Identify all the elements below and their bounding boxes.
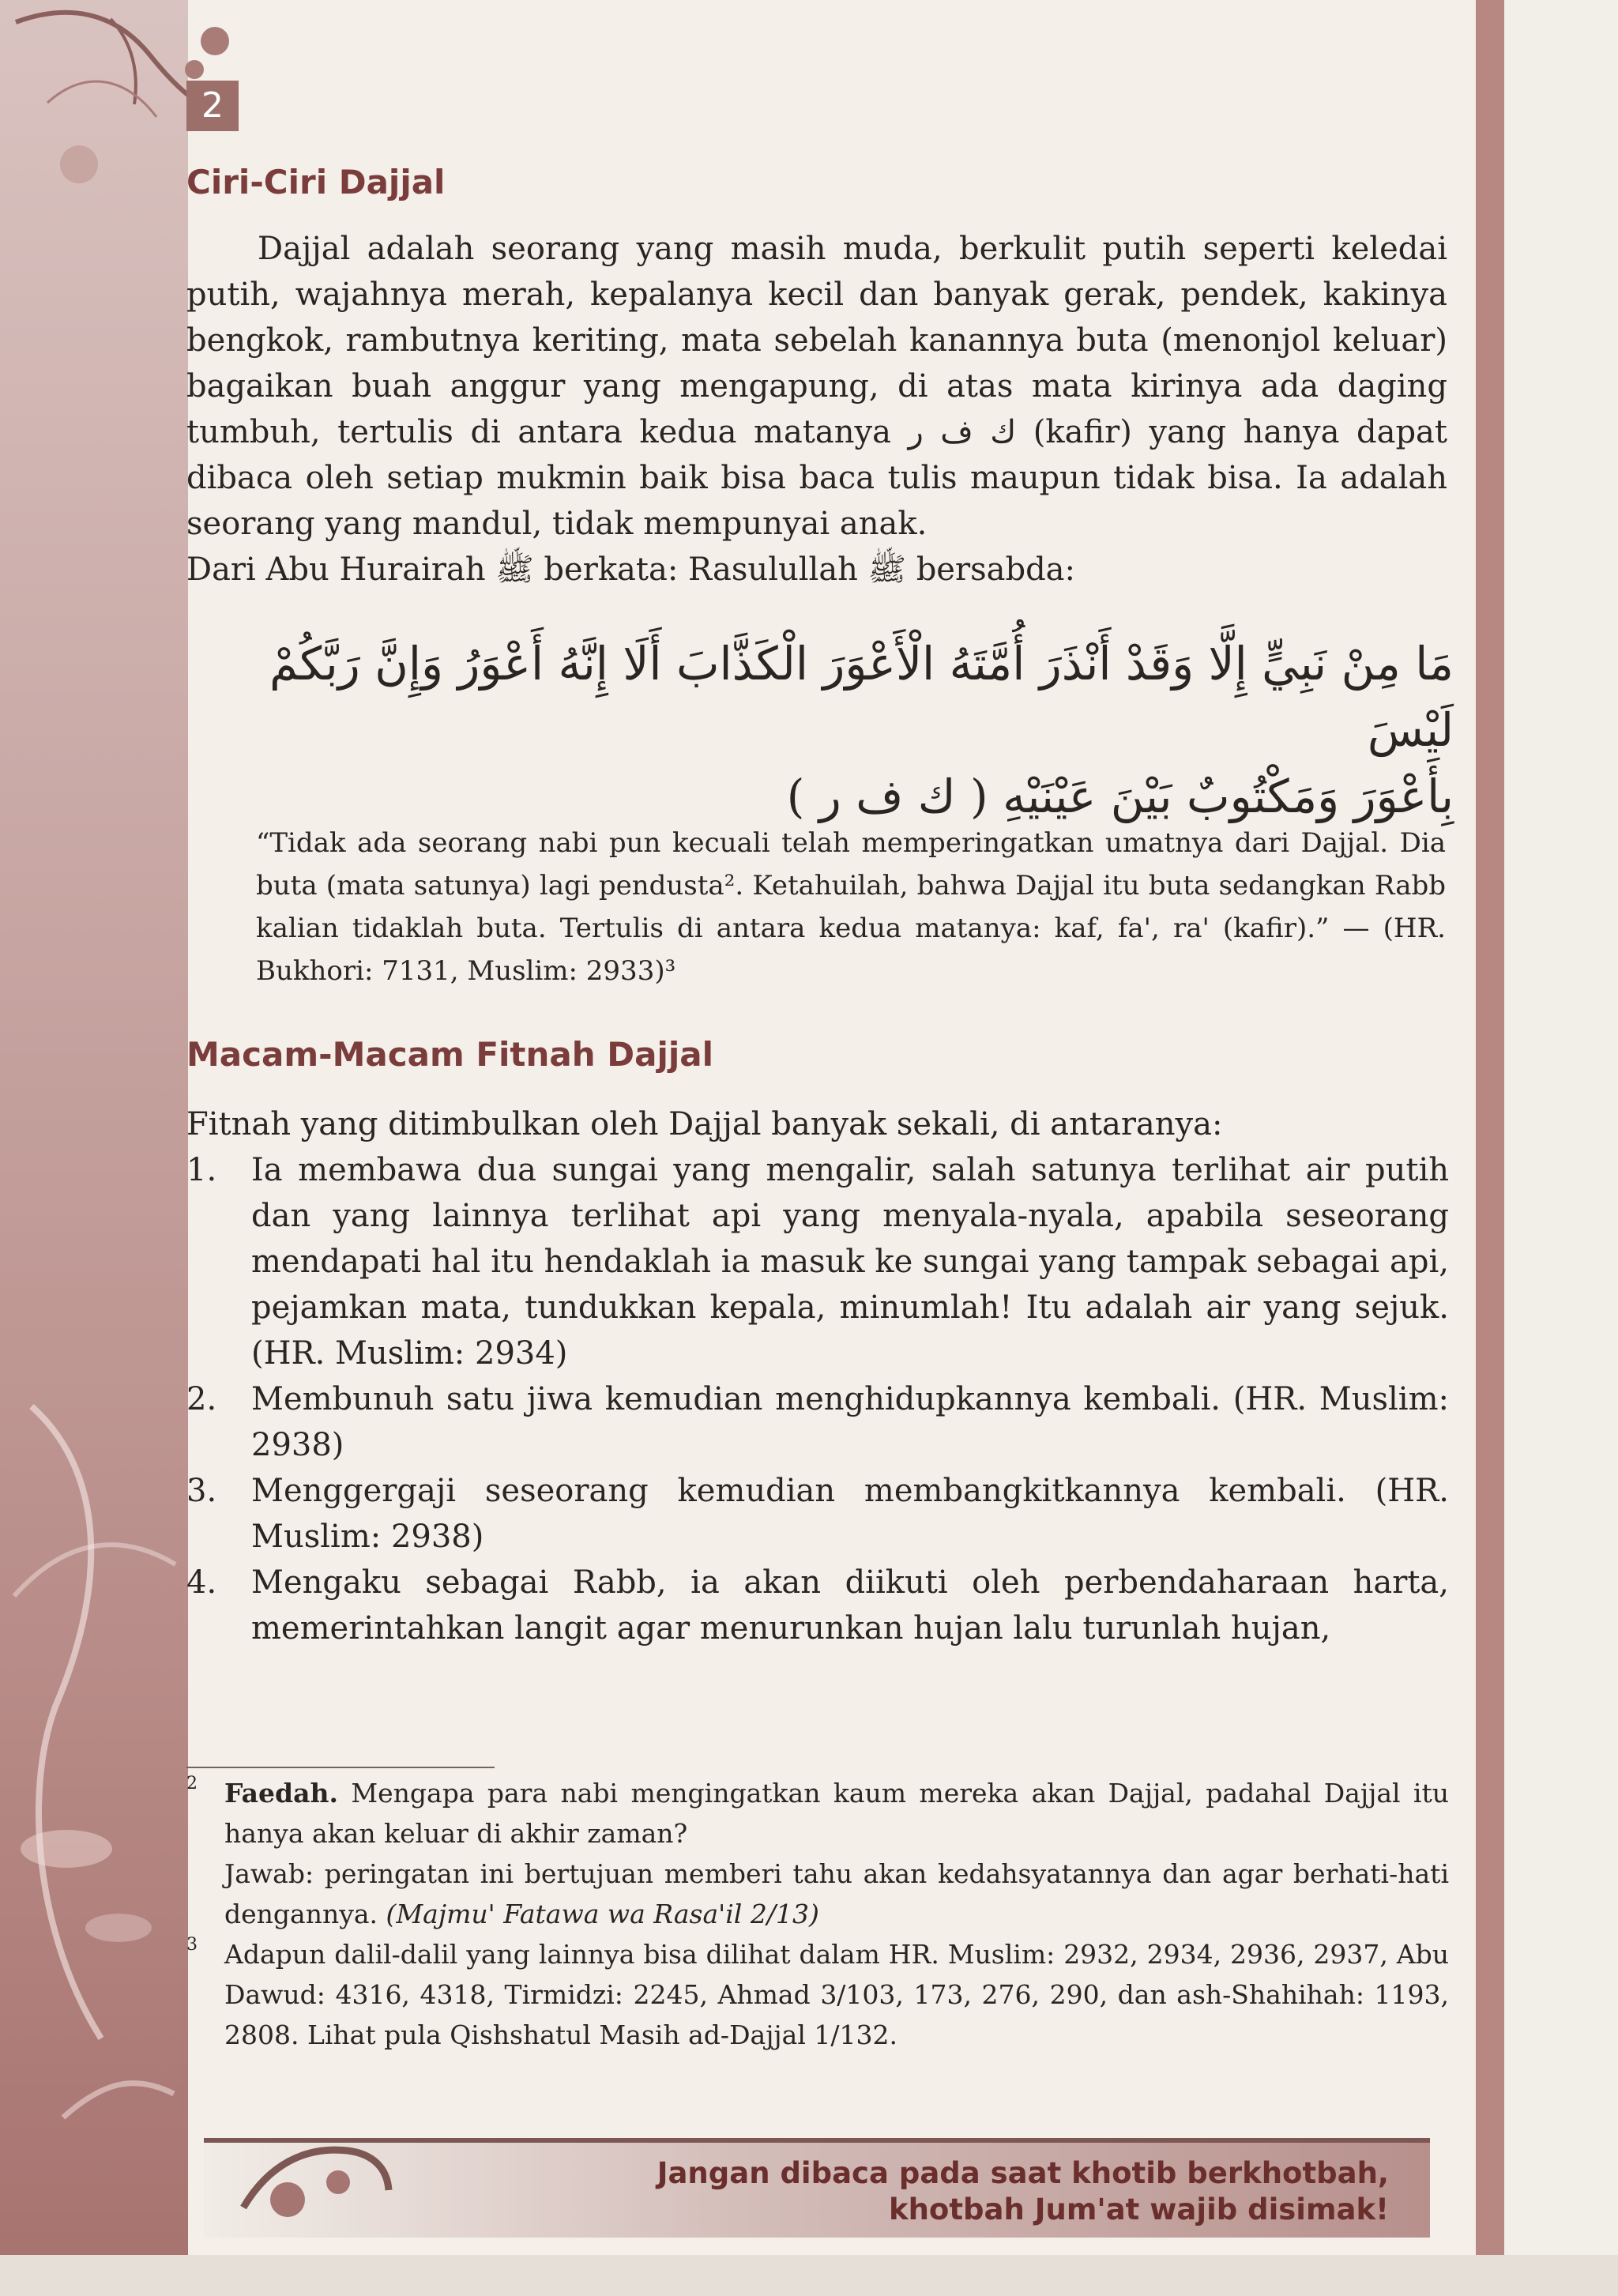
section-title-ciri-ciri-dajjal: Ciri-Ciri Dajjal xyxy=(186,163,446,201)
page-bottom-edge xyxy=(0,2255,1618,2296)
fitnah-list xyxy=(186,1147,1449,1651)
footnote-2 xyxy=(186,1773,1449,1934)
footnote-answer: Jawab: peringatan ini bertujuan memberi tahu akan kedahsyatannya dan agar berhati-hati dengannya. xyxy=(224,1858,1449,1929)
list-item xyxy=(186,1468,1449,1560)
arabic-line-1: مَا مِنْ نَبِيٍّ إِلَّا وَقَدْ أَنْذَرَ أُمَّتَهُ الْأَعْوَرَ الْكَذَّابَ أَلَا إِنَّهُ أَعْوَرُ وَإِنَّ رَبَّكُمْ لَيْسَ xyxy=(269,637,1454,757)
list-item-number: 1. xyxy=(186,1152,217,1188)
list-item xyxy=(186,1560,1449,1651)
list-item-text: Menggergaji seseorang kemudian membangkitkannya kembali. (HR. Muslim: 2938) xyxy=(251,1473,1449,1555)
bottom-slogan xyxy=(657,2155,1389,2228)
footnote-text: Adapun dalil-dalil yang lainnya bisa dilihat dalam HR. Muslim: 2932, 2934, 2936, 2937, Abu Dawud: 4316, 4318, Tirmidzi: 2245, Ahmad 3/103, 173, 276, 290, dan ash-Shahihah: 1193, 2808. Lihat pula Qishshatul Masih ad-Dajjal 1/132. xyxy=(224,1939,1449,2050)
footnote-3 xyxy=(186,1934,1449,2055)
right-decorative-band xyxy=(1476,0,1504,2296)
list-item-text: Mengaku sebagai Rabb, ia akan diikuti oleh perbendaharaan harta, memerintahkan langit agar menurunkan hujan lalu turunlah hujan, xyxy=(251,1564,1449,1647)
bottom-banner xyxy=(204,2138,1430,2238)
section-title-macam-macam-fitnah: Macam-Macam Fitnah Dajjal xyxy=(186,1035,713,1074)
footnote-marker: 2 xyxy=(186,1774,198,1794)
banner-ornament-icon xyxy=(220,2108,401,2250)
description-paragraph xyxy=(186,226,1447,593)
slogan-line-1: Jangan dibaca pada saat khotib berkhotbah, xyxy=(657,2156,1389,2190)
arabic-hadith xyxy=(186,630,1454,830)
list-item-number: 4. xyxy=(186,1564,217,1601)
list-item xyxy=(186,1376,1449,1468)
fitnah-intro: Fitnah yang ditimbulkan oleh Dajjal banyak sekali, di antaranya: xyxy=(186,1106,1223,1142)
hadith-translation: “Tidak ada seorang nabi pun kecuali telah memperingatkan umatnya dari Dajjal. Dia buta (mata satunya) lagi pendusta². Ketahuilah, bahwa Dajjal itu buta sedangkan Rabb kalian tidaklah buta. Tertulis di antara kedua matanya: kaf, fa', ra' (kafir).” — (HR. Bukhori: 7131, Muslim: 2933)³ xyxy=(256,827,1446,987)
list-item-number: 2. xyxy=(186,1381,217,1417)
list-item xyxy=(186,1147,1449,1376)
slogan-line-2: khotbah Jum'at wajib disimak! xyxy=(888,2192,1389,2226)
footnote-marker: 3 xyxy=(186,1935,198,1955)
floral-ornament-left-icon xyxy=(0,1359,190,2196)
list-item-number: 3. xyxy=(186,1473,217,1509)
arabic-line-2: بِأَعْوَرَ وَمَكْتُوبٌ بَيْنَ عَيْنَيْهِ ( ك ف ر ) xyxy=(786,770,1454,823)
footnote-label: Faedah. xyxy=(224,1778,338,1809)
list-item-text: Ia membawa dua sungai yang mengalir, salah satunya terlihat air putih dan yang lainnya terlihat api yang menyala-nyala, apabila seseorang mendapati hal itu hendaklah ia masuk ke sungai yang tampak sebagai api, pejamkan mata, tundukkan kepala, minumlah! Itu adalah air yang sejuk. (HR. Muslim: 2934) xyxy=(251,1152,1449,1372)
footnote-answer-reference: (Majmu' Fatawa wa Rasa'il 2/13) xyxy=(386,1899,819,1929)
footnote-divider xyxy=(186,1767,495,1768)
list-item-text: Membunuh satu jiwa kemudian menghidupkannya kembali. (HR. Muslim: 2938) xyxy=(251,1381,1449,1463)
footnote-text xyxy=(224,1773,1449,1934)
page-number: 2 xyxy=(186,81,239,131)
footnote-question: Mengapa para nabi mengingatkan kaum mereka akan Dajjal, padahal Dajjal itu hanya akan keluar di akhir zaman? xyxy=(224,1778,1449,1849)
hadith-intro: Dari Abu Hurairah ﷺ berkata: Rasulullah ﷺ bersabda: xyxy=(186,551,1076,588)
description-text: Dajjal adalah seorang yang masih muda, berkulit putih seperti keledai putih, wajahnya merah, kepalanya kecil dan banyak gerak, pendek, kakinya bengkok, rambutnya keriting, mata sebelah kanannya buta (menonjol keluar) bagaikan buah anggur yang mengapung, di atas mata kirinya ada daging tumbuh, tertulis di antara kedua matanya ك ف ر (kafir) yang hanya dapat dibaca oleh setiap mukmin baik bisa baca tulis maupun tidak bisa. Ia adalah seorang yang mandul, tidak mempunyai anak. xyxy=(186,231,1447,542)
